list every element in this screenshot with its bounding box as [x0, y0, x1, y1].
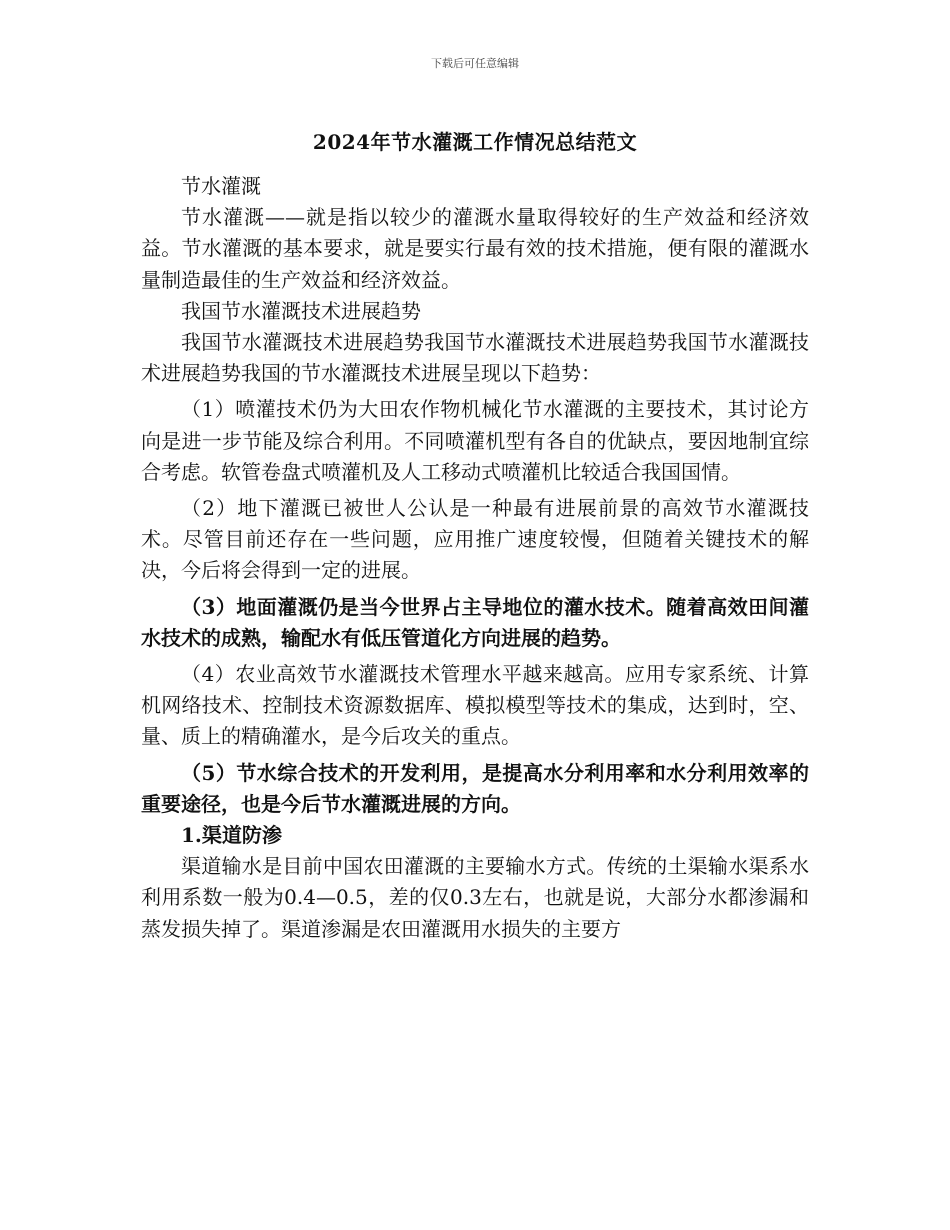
paragraph-trend-3: （3）地面灌溉仍是当今世界占主导地位的灌水技术。随着高效田间灌水技术的成熟，输配水有低压管道化方向进展的趋势。	[141, 594, 809, 650]
paragraph-heading-trends: 我国节水灌溉技术进展趋势	[181, 298, 421, 323]
paragraph-trend-1: （1）喷灌技术仍为大田农作物机械化节水灌溉的主要技术，其讨论方向是进一步节能及综合利用。不同喷灌机型有各自的优缺点，要因地制宜综合考虑。软管卷盘式喷灌机及人工移动式喷灌机比较适合我国国情。	[141, 397, 809, 484]
paragraph-trend-4: （4）农业高效节水灌溉技术管理水平越来越高。应用专家系统、计算机网络技术、控制技术资源数据库、模拟模型等技术的集成，达到时，空、量、质上的精确灌水，是今后攻关的重点。	[141, 662, 809, 749]
paragraph-trends-intro: 我国节水灌溉技术进展趋势我国节水灌溉技术进展趋势我国节水灌溉技术进展趋势我国的节水灌溉技术进展呈现以下趋势：	[141, 330, 809, 386]
page-title: 2024年节水灌溉工作情况总结范文	[312, 130, 638, 154]
paragraph-canal-seepage: 渠道输水是目前中国农田灌溉的主要输水方式。传统的土渠输水渠系水利用系数一般为0.4—0.5，差的仅0.3左右，也就是说，大部分水都渗漏和蒸发损失掉了。渠道渗漏是农田灌溉用水损失的主要方	[141, 854, 809, 941]
paragraph-definition: 节水灌溉——就是指以较少的灌溉水量取得较好的生产效益和经济效益。节水灌溉的基本要求，就是要实行最有效的技术措施，便有限的灌溉水量制造最佳的生产效益和经济效益。	[141, 205, 809, 292]
paragraph-trend-2: （2）地下灌溉已被世人公认是一种最有进展前景的高效节水灌溉技术。尽管目前还存在一些问题，应用推广速度较慢，但随着关键技术的解决，今后将会得到一定的进展。	[141, 496, 809, 583]
document-body	[141, 171, 809, 945]
section-heading-canal-seepage: 1.渠道防渗	[181, 823, 282, 848]
paragraph-heading-water-saving: 节水灌溉	[181, 174, 261, 198]
paragraph-trend-5: （5）节水综合技术的开发利用，是提高水分利用率和水分利用效率的重要途径，也是今后节水灌溉进展的方向。	[141, 760, 809, 816]
header-note: 下载后可任意编辑	[431, 57, 519, 70]
